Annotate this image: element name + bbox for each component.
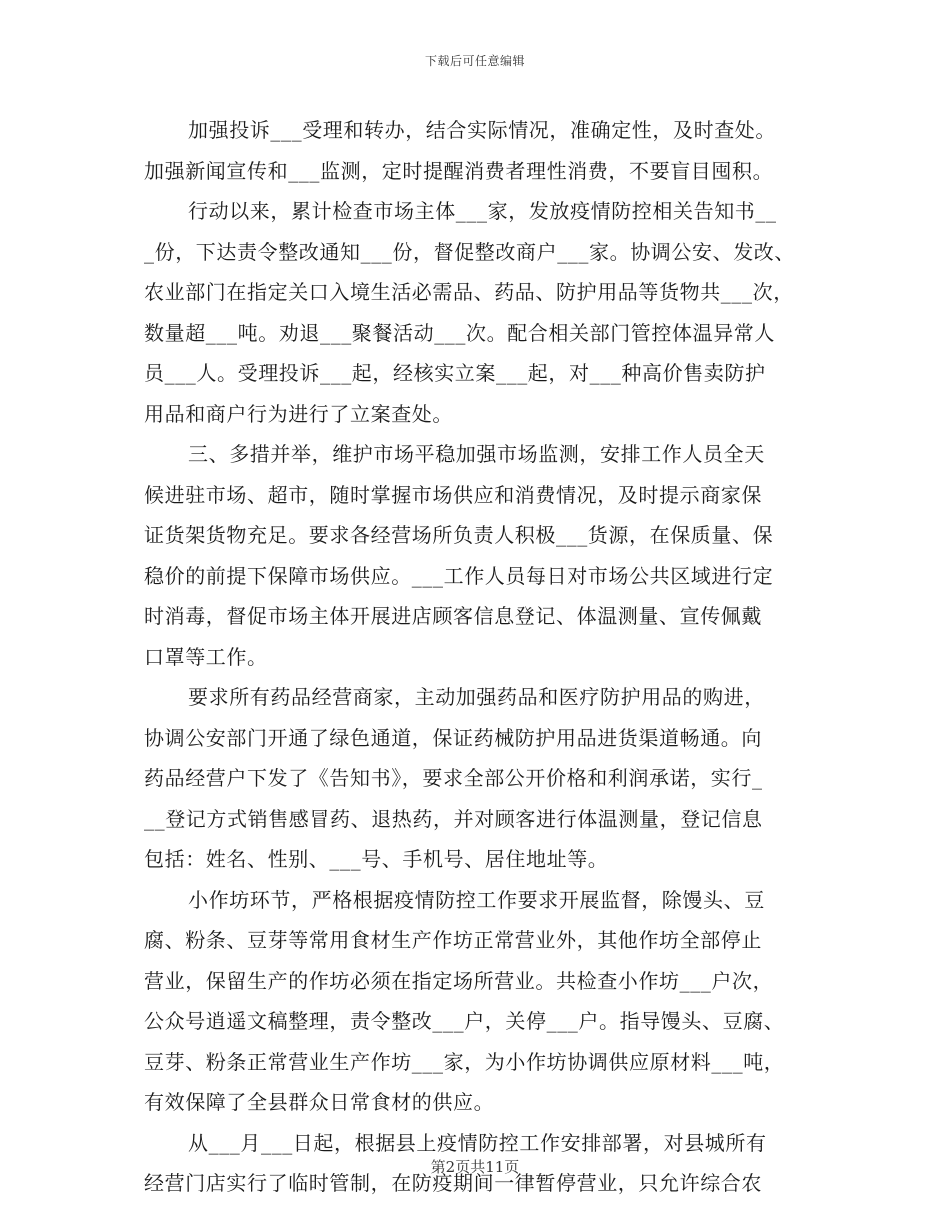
text-line: 稳价的前提下保障市场供应。___工作人员每日对市场公共区域进行定 [144,563,774,588]
text-line: 有效保障了全县群众日常食材的供应。 [144,1090,495,1114]
text-line: 加强投诉___受理和转办，结合实际情况，准确定性，及时查处。 [188,118,776,142]
text-line: __登记方式销售感冒药、退热药，并对顾客进行体温测量，登记信息 [144,806,763,831]
text-line: 腐、粉条、豆芽等常用食材生产作坊正常营业外，其他作坊全部停止 [144,928,762,952]
text-line: 从___月___日起，根据县上疫情防控工作安排部署，对县城所有 [188,1130,767,1155]
text-line: 要求所有药品经营商家，主动加强药品和医疗防护用品的购进， [188,685,765,709]
text-line: 营业，保留生产的作坊必须在指定场所营业。共检查小作坊___户次， [144,968,774,993]
document-body [144,110,809,1204]
text-line: 药品经营户下发了《告知书》，要求全部公开价格和利润承诺，实行_ [144,766,763,790]
text-line: 加强新闻宣传和___监测，定时提醒消费者理性消费，不要盲目囤积。 [144,158,774,183]
text-line: _份，下达责令整改通知___份，督促整改商户___家。协调公安、发改、 [144,239,795,264]
text-line: 员___人。受理投诉___起，经核实立案___起，对___种高价售卖防护 [144,361,766,385]
text-line: 用品和商户行为进行了立案查处。 [144,401,453,426]
text-line: 证货架货物充足。要求各经营场所负责人积极___货源，在保质量、保 [144,523,774,547]
text-line: 豆芽、粉条正常营业生产作坊___家，为小作坊协调供应原材料___吨， [144,1049,785,1074]
text-line: 数量超___吨。劝退___聚餐活动___次。配合相关部门管控体温异常人 [144,320,775,345]
page-header-note: 下载后可任意编辑 [424,54,525,68]
text-line: 包括：姓名、性别、___号、手机号、居住地址等。 [144,847,609,871]
page-number: 第2页共11页 [430,1158,520,1176]
text-line: 农业部门在指定关口入境生活必需品、药品、防护用品等货物共___次， [144,280,794,304]
text-line: 公众号逍遥文稿整理，责令整改___户，关停___户。指导馒头、豆腐、 [144,1009,785,1033]
text-line: 候进驻市场、超市，随时掌握市场供应和消费情况，及时提示商家保 [144,482,762,507]
text-line: 小作坊环节，严格根据疫情防控工作要求开展监督，除馒头、豆 [188,887,765,912]
text-line: 时消毒，督促市场主体开展进店顾客信息登记、体温测量、宣传佩戴 [144,604,762,628]
text-line: 行动以来，累计检查市场主体___家，发放疫情防控相关告知书__ [188,199,777,223]
text-line: 口罩等工作。 [144,644,268,669]
text-line: 协调公安部门开通了绿色通道，保证药械防护用品进货渠道畅通。向 [144,725,762,750]
text-line: 经营门店实行了临时管制，在防疫期间一律暂停营业，只允许综合农 [144,1171,762,1195]
text-line: 三、多措并举，维护市场平稳加强市场监测，安排工作人员全天 [188,442,765,466]
